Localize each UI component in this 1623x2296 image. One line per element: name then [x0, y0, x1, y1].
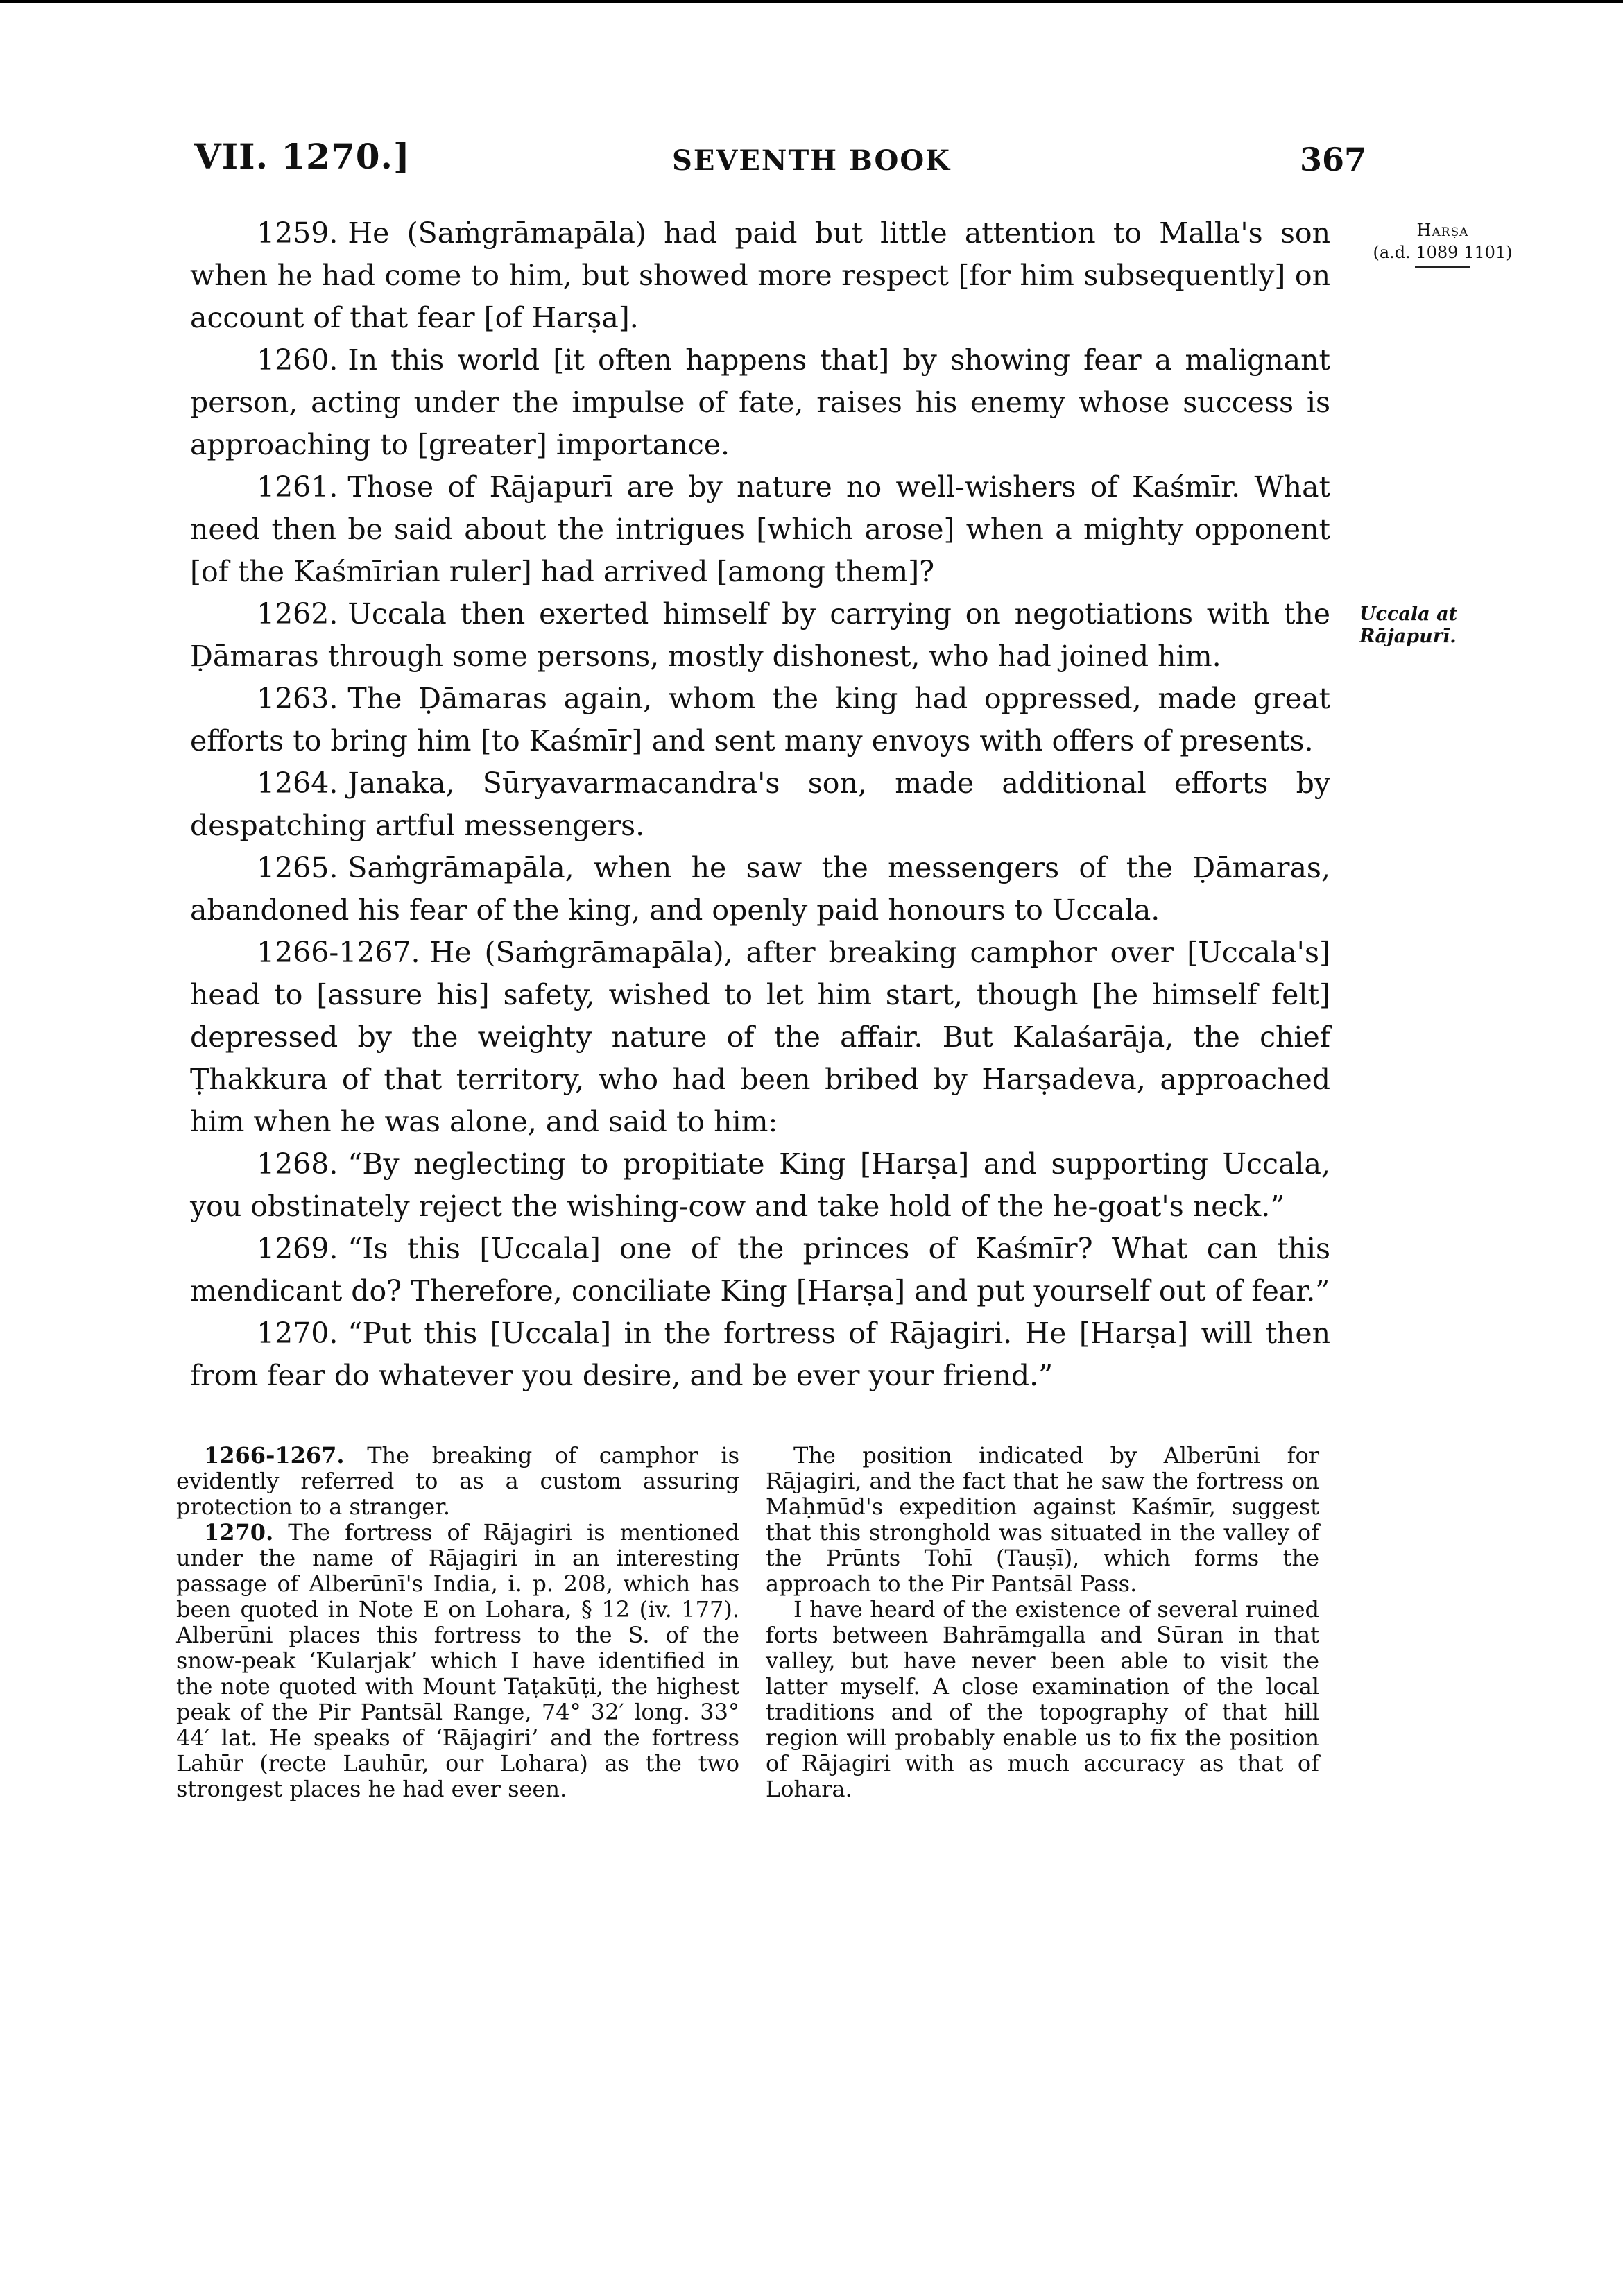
- verse-number: 1265.: [257, 851, 338, 884]
- margin-note-title: Harṣa: [1416, 221, 1469, 240]
- verse: [190, 762, 1330, 847]
- margin-note-rule: [1415, 266, 1470, 268]
- footnote-text: The breaking of camphor is evidently referred to as a custom assuring protection to a stranger.: [176, 1442, 739, 1520]
- verse-text: Those of Rājapurī are by nature no well-wishers of Kaśmīr. What need then be said about the intrigues [which arose] when a mighty opponent [of the Kaśmīrian ruler] had arrived [among them]?: [190, 470, 1330, 588]
- verse: [190, 847, 1330, 932]
- main-text: [190, 212, 1330, 1397]
- page-number: 367: [1299, 141, 1366, 178]
- verse-text: Uccala then exerted himself by carrying on negotiations with the Ḍāmaras through some persons, mostly dishonest, who had joined him.: [190, 597, 1330, 673]
- verse-number: 1270.: [257, 1317, 338, 1350]
- verse-number: 1262.: [257, 597, 338, 631]
- verse-text: “Is this [Uccala] one of the princes of Kaśmīr? What can this mendicant do? Therefore, conciliate King [Harṣa] and put yourself out of fear.”: [190, 1232, 1330, 1308]
- running-head-title: SEVENTH BOOK: [672, 144, 951, 177]
- verse-number: 1261.: [257, 470, 338, 504]
- footnote-number: 1266-1267.: [204, 1442, 345, 1468]
- running-head-reference: VII. 1270.]: [194, 136, 411, 177]
- footnotes-right-column: [766, 1443, 1319, 1802]
- verse-number: 1259.: [257, 216, 338, 250]
- verse: [190, 593, 1330, 678]
- verse-number: 1269.: [257, 1232, 338, 1265]
- footnotes-left-column: [176, 1443, 739, 1802]
- footnote-text: The fortress of Rājagiri is mentioned under the name of Rājagiri in an interesting passage of Alberūnī's India, i. p. 208, which has been quoted in Note E on Lohara, § 12 (iv. 177). Alberūni places this fortress to the S. of the snow-peak ‘Kularjak’ which I have identified in the note quoted with Mount Taṭakūṭi, the highest peak of the Pir Pantsāl Range, 74° 32′ long. 33° 44′ lat. He speaks of ‘Rājagiri’ and the fortress Lahūr (recte Lauhūr, our Lohara) as the two strongest places he had ever seen.: [176, 1519, 739, 1802]
- margin-note-harsa: [1359, 219, 1526, 268]
- verse-number: 1263.: [257, 682, 338, 715]
- verse: [190, 932, 1330, 1143]
- verse-number: 1266-1267.: [257, 936, 420, 969]
- verse-text: “By neglecting to propitiate King [Harṣa] and supporting Uccala, you obstinately reject the wishing-cow and take hold of the he-goat's neck.”: [190, 1147, 1330, 1223]
- verse-text: He (Saṁgrāmapāla), after breaking camphor over [Uccala's] head to [assure his] safety, wished to let him start, though [he himself felt] depressed by the weighty nature of the affair. But Kalaśarāja, the chief Ṭhakkura of that territory, who had been bribed by Harṣadeva, approached him when he was alone, and said to him:: [190, 936, 1330, 1138]
- margin-note-uccala: Uccala at Rājapurī.: [1359, 603, 1458, 647]
- verse: [190, 1312, 1330, 1397]
- verse-number: 1264.: [257, 766, 338, 800]
- verse-number: 1260.: [257, 343, 338, 377]
- verse-text: The Ḍāmaras again, whom the king had oppressed, made great efforts to bring him [to Kaśmīr] and sent many envoys with offers of presents.: [190, 682, 1330, 757]
- verse-text: Janaka, Sūryavarmacandra's son, made additional efforts by despatching artful messengers.: [190, 766, 1330, 842]
- verse: [190, 1228, 1330, 1312]
- verse-text: In this world [it often happens that] by showing fear a malignant person, acting under the impulse of fate, raises his enemy whose success is approaching to [greater] importance.: [190, 343, 1330, 461]
- verse: [190, 339, 1330, 466]
- footnote-paragraph: I have heard of the existence of several ruined forts between Bahrāmgalla and Sūran in that valley, but have never been able to visit the latter myself. A close examination of the local traditions and of the topography of that hill region will probably enable us to fix the position of Rājagiri with as much accuracy as that of Lohara.: [766, 1596, 1319, 1802]
- verse-number: 1268.: [257, 1147, 338, 1181]
- verse: [190, 678, 1330, 762]
- footnote: [176, 1443, 739, 1520]
- verse-text: Saṁgrāmapāla, when he saw the messengers of the Ḍāmaras, abandoned his fear of the king, and openly paid honours to Uccala.: [190, 851, 1330, 927]
- footnote-number: 1270.: [204, 1519, 274, 1545]
- margin-note-dates: (a.d. 1089 1101): [1373, 243, 1513, 262]
- verse: [190, 1143, 1330, 1228]
- footnote: [176, 1520, 739, 1802]
- verse: [190, 212, 1330, 339]
- verse-text: He (Saṁgrāmapāla) had paid but little attention to Malla's son when he had come to him, but showed more respect [for him subsequently] on account of that fear [of Harṣa].: [190, 216, 1330, 334]
- verse-text: “Put this [Uccala] in the fortress of Rājagiri. He [Harṣa] will then from fear do whatever you desire, and be ever your friend.”: [190, 1317, 1330, 1392]
- verse: [190, 466, 1330, 593]
- footnote-paragraph: The position indicated by Alberūni for Rājagiri, and the fact that he saw the fortress on Maḥmūd's expedition against Kaśmīr, suggest that this stronghold was situated in the valley of the Prūnts Tohī (Tauṣī), which forms the approach to the Pir Pantsāl Pass.: [766, 1442, 1319, 1597]
